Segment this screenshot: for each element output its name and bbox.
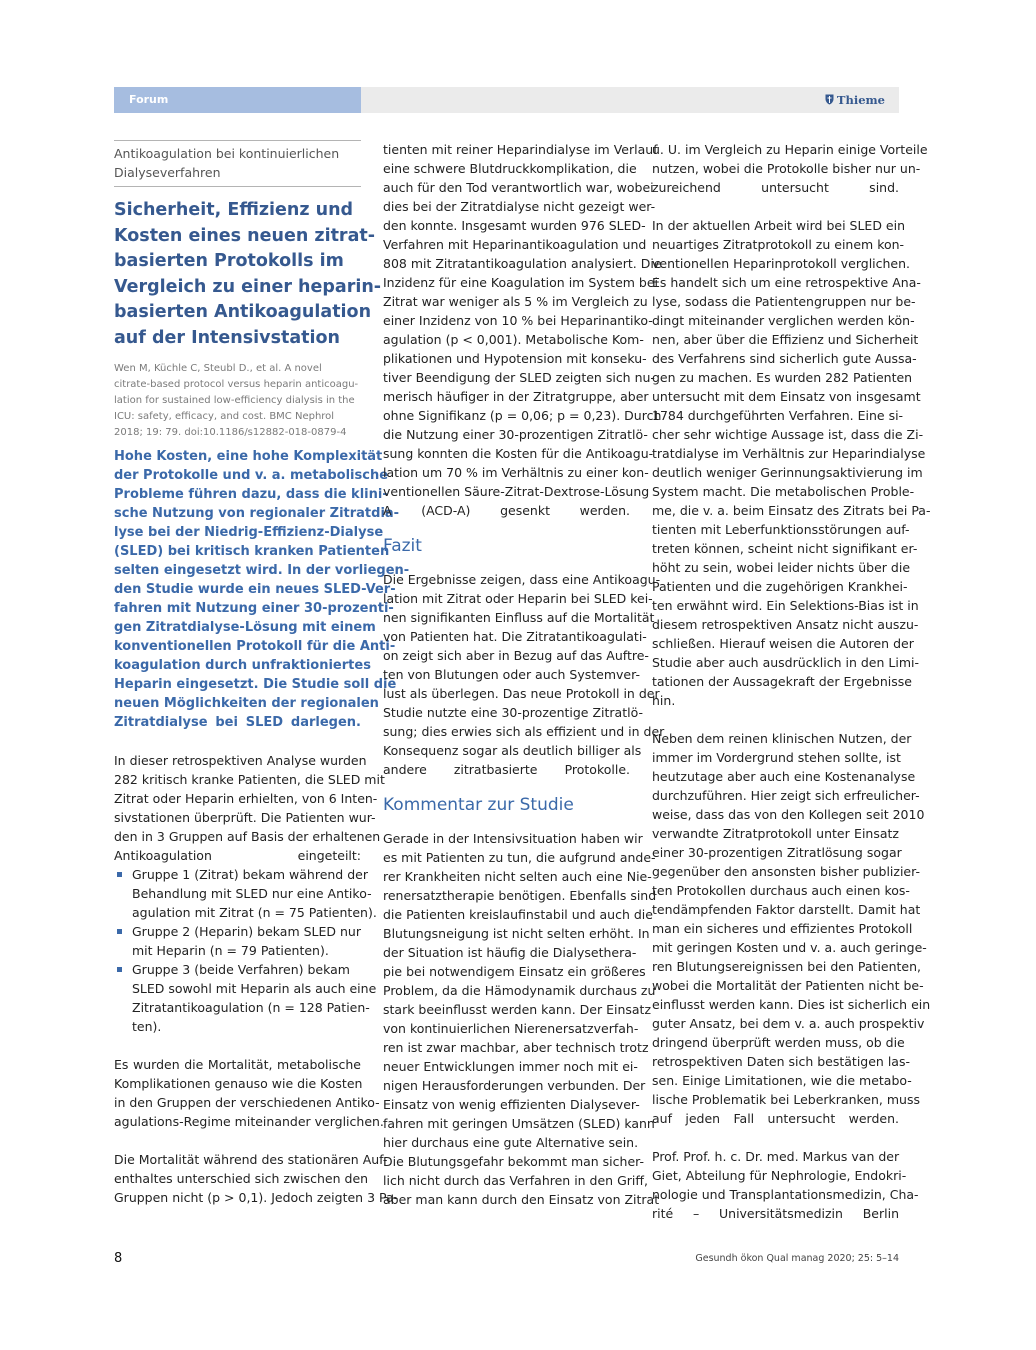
publisher-logo <box>825 87 885 113</box>
divider <box>114 186 361 187</box>
list-item: Gruppe 1 (Zitrat) bekam während der Behandlung mit SLED nur eine Antiko- agulation mit Zitrat (n = 75 Patienten). <box>114 865 361 922</box>
header-bar <box>114 87 899 113</box>
body-paragraph: In dieser retrospektiven Analyse wurden 282 kritisch kranke Patienten, die SLED mit Zitrat oder Heparin erhielten, von 6 Inten- sivstationen überprüft. Die Patienten wur- den in 3 Gruppen auf Basis der erhaltenen Antikoagulation eingeteilt: <box>114 753 385 863</box>
body-paragraph: Es wurden die Mortalität, metabolische Komplikationen genauso wie die Kosten in den Gruppen der verschiedenen Antiko- agulations-Regime miteinander verglichen. <box>114 1057 384 1129</box>
column-3 <box>652 140 931 1223</box>
body-paragraph: In der aktuellen Arbeit wird bei SLED ein neuartiges Zitratprotokoll zu einem kon- ventionellen Heparinprotokoll verglichen. Es handelt sich um eine retrospektive Ana- lyse, sodass die Patientengruppen nur be- dingt miteinander verglichen werden kön- nen, aber über die Effizienz und Sicherheit des Verfahrens sind sicherlich gute Aussa- gen zu machen. Es wurden 282 Patienten untersucht mit dem Einsatz von insgesamt 1784 durchgeführten Verfahren. Eine si- cher sehr wichtige Aussage ist, dass die Zi- tratdialyse im Verhältnis zur Heparindialyse deutlich weniger Gerinnungsaktivierung im System macht. Die metabolischen Proble- me, die v. a. beim Einsatz des Zitrats bei Pa- tienten mit Leberfunktionsstörungen auf- treten können, scheint nicht signifikant er- höht zu sein, wobei leider nichts über die Patienten und die zugehörigen Krankhei- ten erwähnt wird. Ein Selektions-Bias ist in diesem retrospektiven Ansatz nicht auszu- schließen. Hierauf weisen die Autoren der Studie aber auch ausdrücklich in den Limi- tationen der Aussagekraft der Ergebnisse hin. <box>652 218 931 708</box>
article-citation: Wen M, Küchle C, Steubl D., et al. A novel citrate-based protocol versus heparin anticoagu- lation for sustained low-efficiency dialysis in the ICU: safety, efficacy, and cost. BMC Nephrol 2018; 19: 79. doi:10.1186/s12882-018-0879-4 <box>114 363 359 438</box>
journal-reference: Gesundh ökon Qual manag 2020; 25: 5–14 <box>695 1253 899 1264</box>
article-kicker: Antikoagulation bei kontinuierlichen Dialyseverfahren <box>114 146 340 180</box>
section-heading-fazit: Fazit <box>383 536 422 556</box>
thieme-shield-icon <box>825 94 834 105</box>
column-2 <box>383 140 665 1209</box>
author-affiliation: Prof. Prof. h. c. Dr. med. Markus van der Giet, Abteilung für Nephrologie, Endokri- nologie und Transplantationsmedizin, Cha- rité – Universitätsmedizin Berlin <box>652 1149 919 1221</box>
list-item: Gruppe 2 (Heparin) bekam SLED nur mit Heparin (n = 79 Patienten). <box>114 922 361 960</box>
body-paragraph: tienten mit reiner Heparindialyse im Verlauf eine schwere Blutdruckkomplikation, die auch für den Tod verantwortlich war, wobei dies bei der Zitratdialyse nicht gezeigt wer- den konnte. Insgesamt wurden 976 SLED- Verfahren mit Heparinantikoagulation und 808 mit Zitratantikoagulation analysiert. Die Inzidenz für eine Koagulation im System bei Zitrat war weniger als 5 % im Vergleich zu einer Inzidenz von 10 % bei Heparinantiko- agulation (p < 0,001). Metabolische Kom- plikationen und Hypotension mit konseku- tiver Beendigung der SLED zeigten sich nu- merisch häufiger in der Zitratgruppe, aber ohne Signifikanz (p = 0,06; p = 0,23). Durch die Nutzung einer 30-prozentigen Zitratlö- sung konnten die Kosten für die Antikoagu- lation um 70 % im Verhältnis zu einer kon- ventionellen Säure-Zitrat-Dextrose-Lösung A (ACD-A) gesenkt werden. <box>383 142 662 518</box>
publisher-name: Thieme <box>836 93 885 107</box>
bullet-square-icon <box>117 967 122 972</box>
list-item: Gruppe 3 (beide Verfahren) bekam SLED sowohl mit Heparin als auch eine Zitratantikoagulation (n = 128 Patien- ten). <box>114 960 361 1036</box>
bullet-square-icon <box>117 872 122 877</box>
body-paragraph: Die Mortalität während des stationären Auf- enthaltes unterschied sich zwischen den Gruppen nicht (p > 0,1). Jedoch zeigten 3 Pa- <box>114 1152 399 1205</box>
article-title: Sicherheit, Effizienz und Kosten eines neuen zitrat- basierten Protokolls im Vergleich zu einer heparin- basierten Antikoagulation auf der Intensivstation <box>114 200 382 348</box>
section-label: Forum <box>114 87 361 113</box>
body-paragraph: u. U. im Vergleich zu Heparin einige Vorteile nutzen, wobei die Protokolle bisher nur un- zureichend untersucht sind. <box>652 142 928 195</box>
group-list <box>114 865 377 1036</box>
section-heading-kommentar: Kommentar zur Studie <box>383 795 574 815</box>
page-number: 8 <box>114 1251 123 1266</box>
abstract: Hohe Kosten, eine hohe Komplexität der Protokolle und v. a. metabolische Probleme führen dazu, dass die klini- sche Nutzung von regionaler Zitratdia- lyse bei der Niedrig-Effizienz-Dialyse (SLED) bei kritisch kranken Patienten selten eingesetzt wird. In der vorliegen- den Studie wurde ein neues SLED-Ver- fahren mit Nutzung einer 30-prozenti- gen Zitratdialyse-Lösung mit einem konventionellen Protokoll für die Anti- koagulation durch unfraktioniertes Heparin eingesetzt. Die Studie soll die neuen Möglichkeiten der regionalen Zitratdialyse bei SLED darlegen. <box>114 449 410 730</box>
bullet-square-icon <box>117 929 122 934</box>
body-paragraph: Die Ergebnisse zeigen, dass eine Antikoagu- lation mit Zitrat oder Heparin bei SLED kei- nen signifikanten Einfluss auf die Mortalität von Patienten hat. Die Zitratantikoagulati- on zeigt sich aber in Bezug auf das Auftre- ten von Blutungen oder auch Systemver- lust als überlegen. Das neue Protokoll in der Studie nutzte eine 30-prozentige Zitratlö- sung; dies erwies sich als effizient und in der Konsequenz sogar als deutlich billiger als andere zitratbasierte Protokolle. <box>383 572 665 777</box>
body-paragraph: Gerade in der Intensivsituation haben wir es mit Patienten zu tun, die aufgrund ande- rer Krankheiten nicht selten auch eine Nie- renersatztherapie benötigen. Ebenfalls sind die Patienten kreislaufinstabil und auch die Blutungsneigung ist nicht selten erhöht. In der Situation ist häufig die Dialysethera- pie bei notwendigem Einsatz ein größeres Problem, da die Hämodynamik durchaus zu stark beeinflusst werden kann. Der Einsatz von kontinuierlichen Nierenersatzverfah- ren ist zwar machbar, aber technisch trotz neuer Entwicklungen immer noch mit ei- nigen Herausforderungen verbunden. Der Einsatz von wenig effizienten Dialysever- fahren mit geringen Umsätzen (SLED) kann hier durchaus eine gute Alternative sein. Die Blutungsgefahr bekommt man sicher- lich nicht durch das Verfahren in den Griff, aber man kann durch den Einsatz von Zitrat <box>383 831 660 1207</box>
body-paragraph: Neben dem reinen klinischen Nutzen, der immer im Vordergrund stehen sollte, ist heutzutage aber auch eine Kostenanalyse durchzuführen. Hier zeigt sich erfreulicher- weise, dass das von den Kollegen seit 2010 verwandte Zitratprotokoll unter Einsatz einer 30-prozentigen Zitratlösung sogar gegenüber den ansonsten bisher publizier- ten Protokollen durchaus auch einen kos- tendämpfenden Faktor darstellt. Damit hat man ein sicheres und effizientes Protokoll mit geringen Kosten und v. a. auch geringe- ren Blutungsereignissen bei den Patienten, wobei die Mortalität der Patienten nicht be- einflusst werden kann. Dies ist sicherlich ein guter Ansatz, bei dem v. a. auch prospektiv dringend überprüft werden muss, ob die retrospektiven Daten sich bestätigen las- sen. Einige Limitationen, wie die metabo- lische Problematik bei Leberkranken, muss auf jeden Fall untersucht werden. <box>652 731 931 1126</box>
